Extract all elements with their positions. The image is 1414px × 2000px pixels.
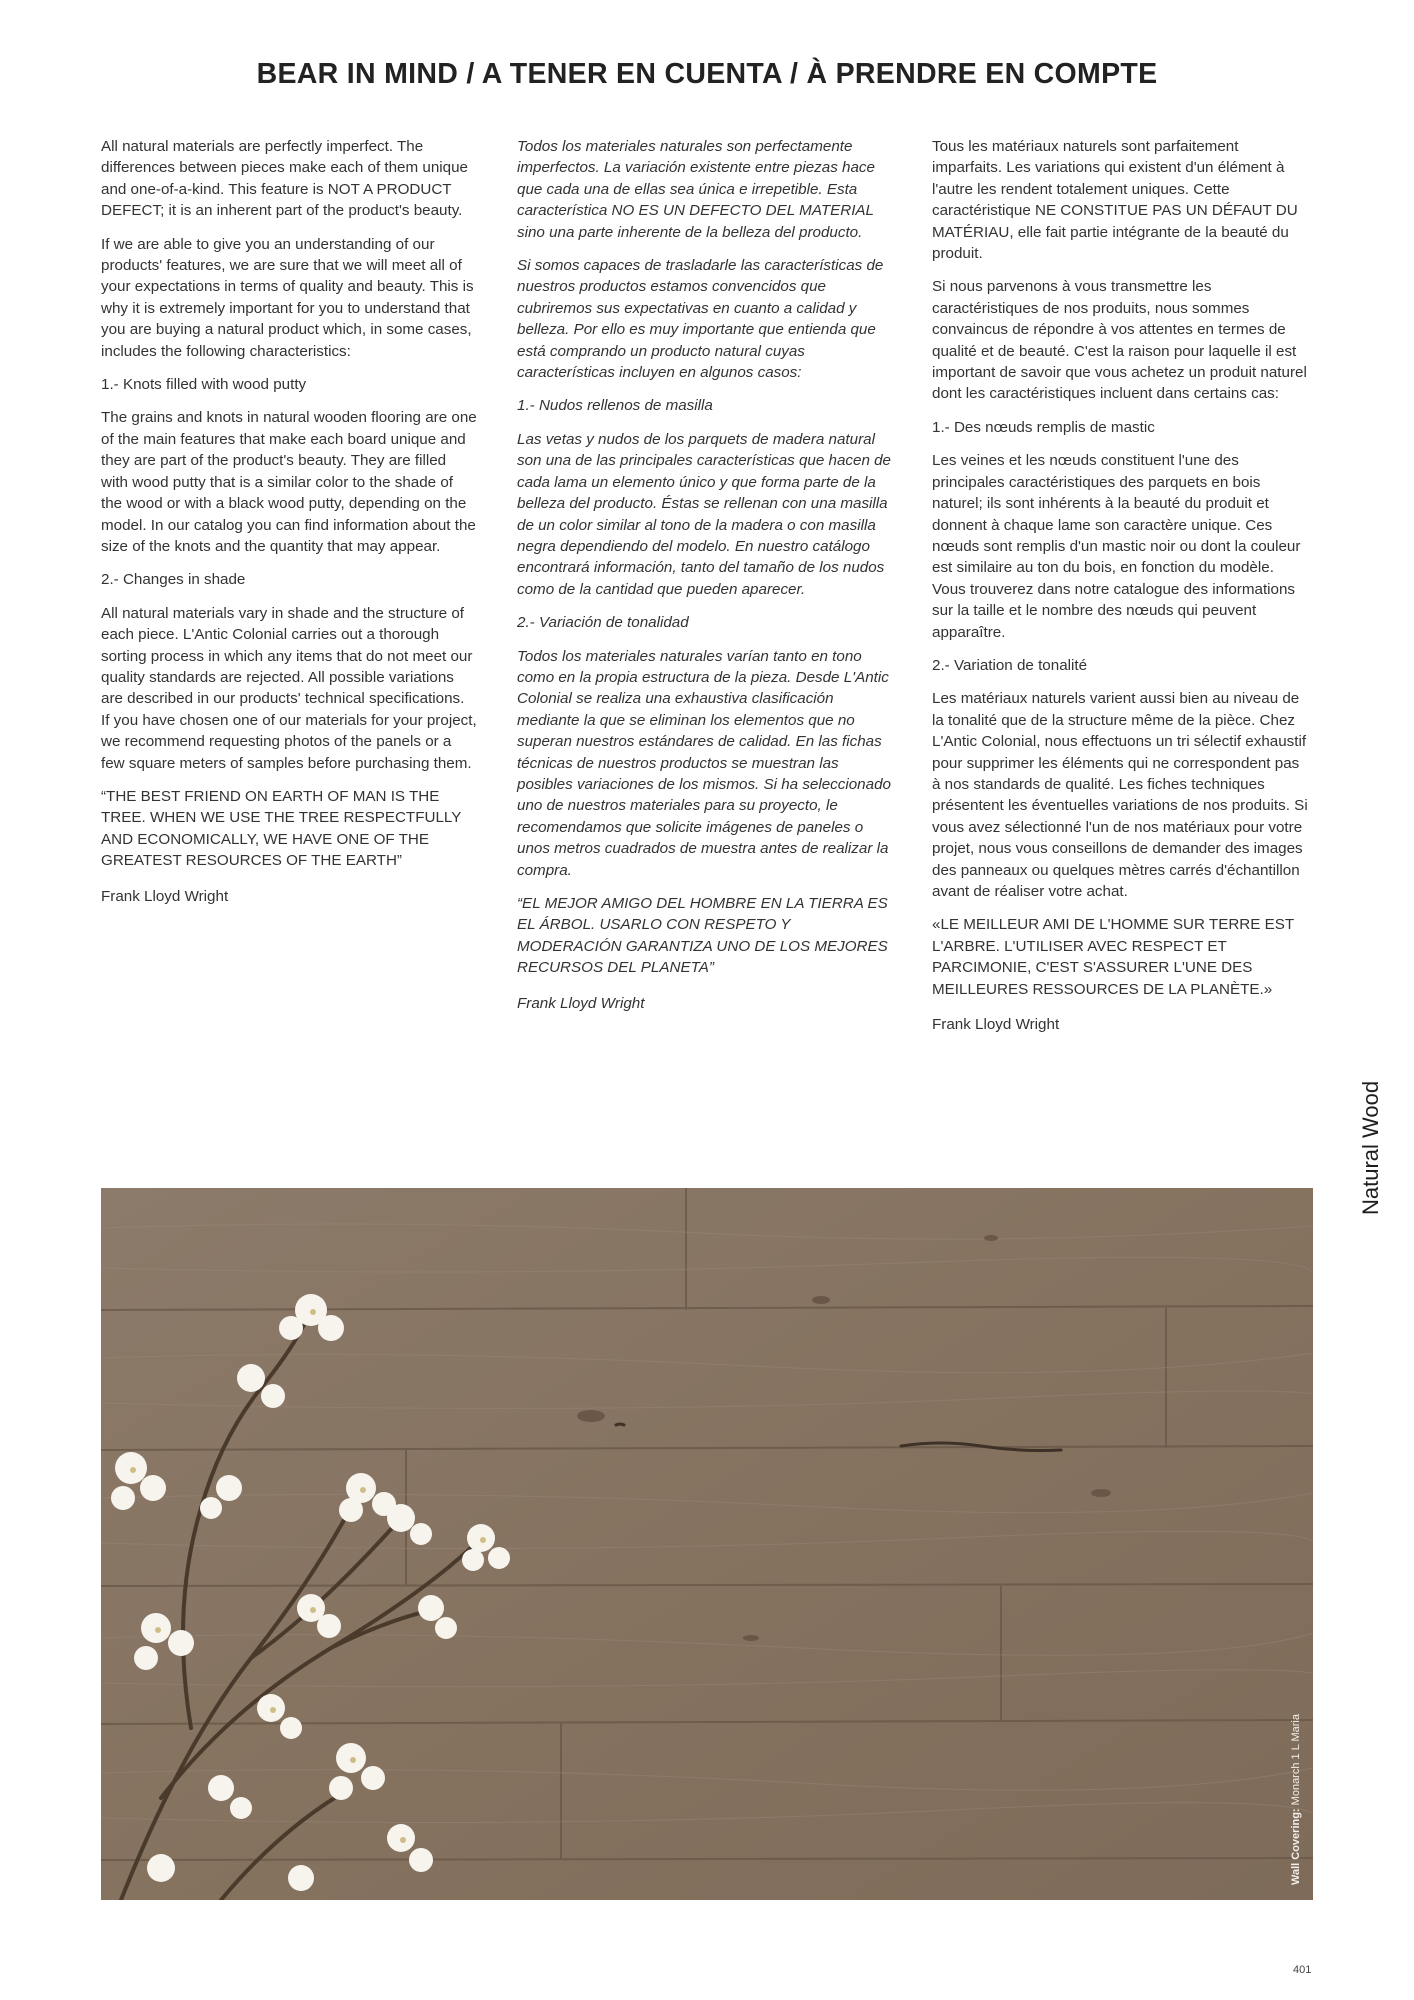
paragraph: All natural materials are perfectly imperfect. The differences between pieces make each of them unique and one-of-a-kind. This feature is NOT A PRODUCT DEFECT; it is an inherent part of the product's beauty. bbox=[101, 138, 468, 220]
column-spanish bbox=[517, 136, 893, 1026]
paragraph: If we are able to give you an understanding of our products' features, we are sure that we will meet all of your expectations in terms of quality and beauty. This is why it is extremely important for you to understand that you are buying a natural product which, in some cases, includes the following characteristics: bbox=[101, 235, 474, 360]
paragraph: Todos los materiales naturales varían tanto en tono como en la propia estructura de la pieza. Desde L'Antic Colonial se realiza una exhaustiva clasificación mediante la que se eliminan los elementos que no superan nuestros estándares de calidad. En las fichas técnicas de nuestros productos se muestran las posibles variaciones de los mismos. Si ha seleccionado uno de nuestros materiales para su proyecto, le recomendamos que solicite imágenes de paneles o unos metros cuadrados de muestra antes de realizar la compra. bbox=[517, 647, 891, 879]
paragraph: Si somos capaces de trasladarle las características de nuestros productos estamos convencidos que cubriremos sus expectativas en cuanto a calidad y belleza. Por ello es muy importante que entienda que está comprando un producto natural cuyas características incluyen en algunos casos: bbox=[517, 257, 884, 382]
quote: “THE BEST FRIEND ON EARTH OF MAN IS THE TREE. WHEN WE USE THE TREE RESPECTFULLY AND ECONOMICALLY, WE HAVE ONE OF THE GREATEST RESOURCES OF THE EARTH” bbox=[101, 787, 462, 870]
paragraph: Todos los materiales naturales son perfectamente imperfectos. La variación existente entre piezas hace que cada una de ellas sea única e irrepetible. Esta característica NO ES UN DEFECTO DEL MATERIAL sino una parte inherente de la belleza del producto. bbox=[517, 138, 875, 241]
section-heading: 2.- Changes in shade bbox=[101, 571, 246, 589]
quote: «LE MEILLEUR AMI DE L'HOMME SUR TERRE EST L'ARBRE. L'UTILISER AVEC RESPECT ET PARCIMONIE, C'EST S'ASSURER L'UNE DES MEILLEURES RESSOURCES DE LA PLANÈTE.» bbox=[932, 916, 1294, 998]
section-heading: 1.- Des nœuds remplis de mastic bbox=[932, 418, 1155, 436]
quote-author: Frank Lloyd Wright bbox=[517, 994, 645, 1012]
paragraph: Si nous parvenons à vous transmettre les caractéristiques de nos produits, nous sommes convaincus de répondre à vos attentes en termes de qualité et de beauté. C'est la raison pour laquelle il est important de savoir que vous achetez un produit naturel dont les caractéristiques incluent dans certains cas: bbox=[932, 278, 1307, 403]
paragraph: Las vetas y nudos de los parquets de madera natural son una de las principales características que hacen de cada lama un elemento único y que forma parte de la belleza del producto. Éstas se rellenan con una masilla de un color similar al tono de la madera o con masilla negra dependiendo del modelo. En nuestro catálogo encontrará información, tanto del tamaño de los nudos como de la cantidad que pueden aparecer. bbox=[517, 430, 892, 598]
paragraph: Les matériaux naturels varient aussi bien au niveau de la tonalité que de la structure même de la pièce. Chez L'Antic Colonial, nous effectuons un tri sélectif exhaustif pour supprimer les éléments qui ne correspondent pas à nos standards de qualité. Les fiches techniques présentent les éventuelles variations de nos produits. Si vous avez sélectionné l'un de nos matériaux pour votre projet, nous vous conseillons de demander des images des panneaux ou quelques mètres carrés d'échantillon avant de réaliser votre achat. bbox=[932, 690, 1308, 900]
quote-author: Frank Lloyd Wright bbox=[932, 1016, 1060, 1034]
paragraph: Les veines et les nœuds constituent l'une des principales caractéristiques des parquets en bois naturel; ils sont inhérents à la beauté du produit et donnent à chaque lame son caractère unique. Ces nœuds sont remplis d'un mastic noir ou dont la couleur est similaire au ton du bois, en fonction du modèle. Vous trouverez dans notre catalogue des informations sur la taille et le nombre des nœuds qui peuvent apparaître. bbox=[932, 452, 1301, 641]
wood-floor-photo bbox=[101, 1188, 1313, 1900]
page-number: 401 bbox=[1293, 1964, 1312, 1976]
section-heading: 2.- Variación de tonalidad bbox=[517, 614, 689, 632]
wood-photo-illustration bbox=[101, 1188, 1313, 1900]
column-french bbox=[932, 136, 1308, 1047]
section-heading: 1.- Nudos rellenos de masilla bbox=[517, 397, 713, 415]
quote: “EL MEJOR AMIGO DEL HOMBRE EN LA TIERRA ES EL ÁRBOL. USARLO CON RESPETO Y MODERACIÓN GARANTIZA UNO DE LOS MEJORES RECURSOS DEL PLANETA” bbox=[517, 895, 888, 977]
photo-credit-label: Wall Covering: bbox=[1290, 1808, 1302, 1885]
section-heading: 1.- Knots filled with wood putty bbox=[101, 376, 307, 394]
paragraph: The grains and knots in natural wooden flooring are one of the main features that make each board unique and they are part of the product's beauty. They are filled with wood putty that is a similar color to the shade of the wood or with a black wood putty, depending on the model. In our catalog you can find information about the size of the knots and the quantity that may appear. bbox=[101, 409, 477, 555]
section-tab-label: Natural Wood bbox=[1358, 1080, 1383, 1215]
quote-author: Frank Lloyd Wright bbox=[101, 887, 229, 905]
paragraph: Tous les matériaux naturels sont parfaitement imparfaits. Les variations qui existent d'un élément à l'autre les rendent totalement uniques. Cette caractéristique NE CONSTITUE PAS UN DÉFAUT DU MATÉRIAU, elle fait partie intégrante de la beauté du produit. bbox=[932, 138, 1298, 263]
section-heading: 2.- Variation de tonalité bbox=[932, 656, 1088, 674]
paragraph: All natural materials vary in shade and the structure of each piece. L'Antic Colonial carries out a thorough sorting process in which any items that do not meet our quality standards are rejected. All possible variations are described in our products' technical specifications. If you have chosen one of our materials for your project, we recommend requesting photos of the panels or a few square meters of samples before purchasing them. bbox=[101, 604, 477, 772]
photo-credit-product: Monarch 1 L Maria bbox=[1290, 1714, 1302, 1809]
page-title: BEAR IN MIND / A TENER EN CUENTA / À PRENDRE EN COMPTE bbox=[256, 58, 1158, 90]
column-english bbox=[101, 136, 477, 919]
